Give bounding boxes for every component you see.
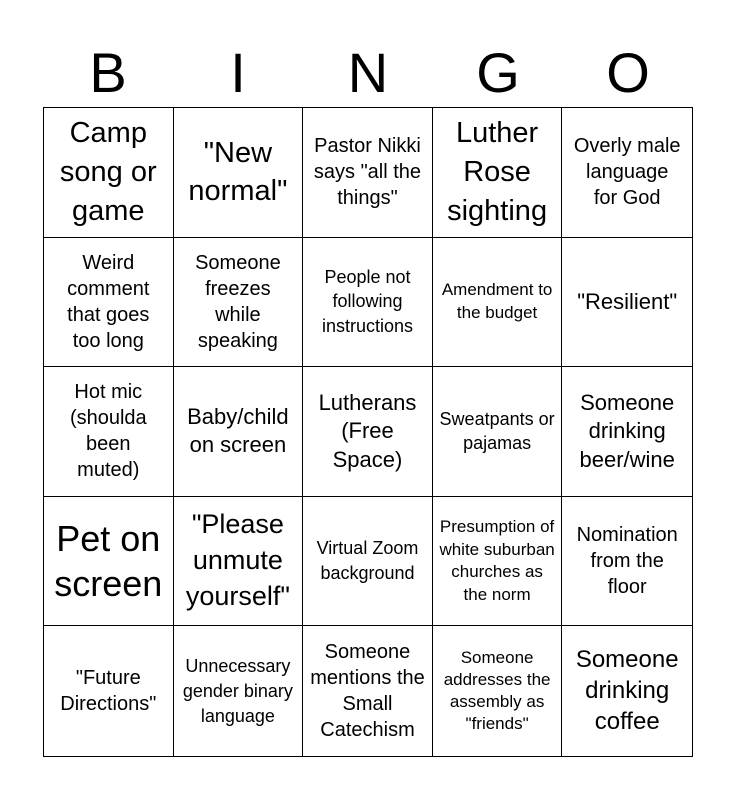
cell-text: Hot mic (shoulda been muted) (69, 381, 147, 482)
bingo-cell[interactable] (303, 497, 433, 627)
cell-text: Someone freezes while speaking (195, 251, 281, 352)
bingo-header (43, 40, 693, 106)
bingo-board (43, 107, 693, 757)
header-letter-i: I (230, 41, 246, 104)
bingo-cell[interactable] (44, 108, 174, 238)
bingo-cell[interactable] (433, 238, 563, 368)
header-letter-g: G (476, 41, 520, 104)
header-letter-b: B (89, 41, 127, 104)
bingo-cell[interactable] (562, 367, 692, 497)
bingo-cell[interactable] (44, 238, 174, 368)
bingo-cell[interactable] (433, 367, 563, 497)
bingo-cell[interactable] (174, 108, 304, 238)
cell-text: Baby/child on screen (187, 403, 289, 458)
cell-text: Weird comment that goes too long (67, 251, 150, 352)
cell-text: Lutherans (Free Space) (318, 389, 417, 472)
cell-text: "Future Directions" (60, 667, 157, 716)
cell-text: Amendment to the budget (441, 279, 553, 322)
cell-text: "Please unmute yourself" (185, 509, 290, 612)
bingo-cell[interactable] (433, 497, 563, 627)
cell-text: "Resilient" (577, 288, 678, 314)
header-letter-n: N (347, 41, 389, 104)
bingo-cell[interactable] (433, 626, 563, 756)
cell-text: Sweatpants or pajamas (439, 408, 555, 454)
cell-text: People not following instructions (321, 266, 413, 337)
cell-text: Virtual Zoom background (316, 538, 419, 584)
bingo-cell[interactable] (174, 238, 304, 368)
cell-text: Luther Rose sighting (447, 117, 548, 227)
bingo-cell[interactable] (174, 497, 304, 627)
bingo-cell[interactable] (562, 108, 692, 238)
cell-text: Someone mentions the Small Catechism (310, 641, 425, 742)
cell-text: "New normal" (188, 136, 288, 208)
cell-text: Overly male language for God (573, 135, 681, 210)
cell-text: Presumption of white suburban churches as the norm (439, 517, 555, 604)
bingo-cell[interactable] (44, 367, 174, 497)
cell-text: Unnecessary gender binary language (182, 655, 293, 726)
cell-text: Someone drinking coffee (575, 646, 679, 735)
bingo-cell[interactable] (174, 367, 304, 497)
cell-text: Camp song or game (59, 117, 157, 227)
cell-text: Someone drinking beer/wine (579, 389, 675, 472)
bingo-cell[interactable] (44, 626, 174, 756)
cell-text: Pet on screen (54, 518, 163, 605)
bingo-cell[interactable] (174, 626, 304, 756)
bingo-cell[interactable] (562, 238, 692, 368)
bingo-cell[interactable] (303, 108, 433, 238)
cell-text: Pastor Nikki says "all the things" (313, 135, 422, 210)
bingo-cell[interactable] (303, 238, 433, 368)
cell-text: Someone addresses the assembly as "friends" (443, 648, 551, 734)
cell-text: Nomination from the floor (576, 524, 678, 599)
bingo-cell[interactable] (303, 626, 433, 756)
header-letter-o: O (606, 41, 650, 104)
bingo-cell[interactable] (433, 108, 563, 238)
bingo-cell[interactable] (562, 626, 692, 756)
bingo-cell[interactable] (44, 497, 174, 627)
bingo-cell[interactable] (303, 367, 433, 497)
bingo-cell[interactable] (562, 497, 692, 627)
